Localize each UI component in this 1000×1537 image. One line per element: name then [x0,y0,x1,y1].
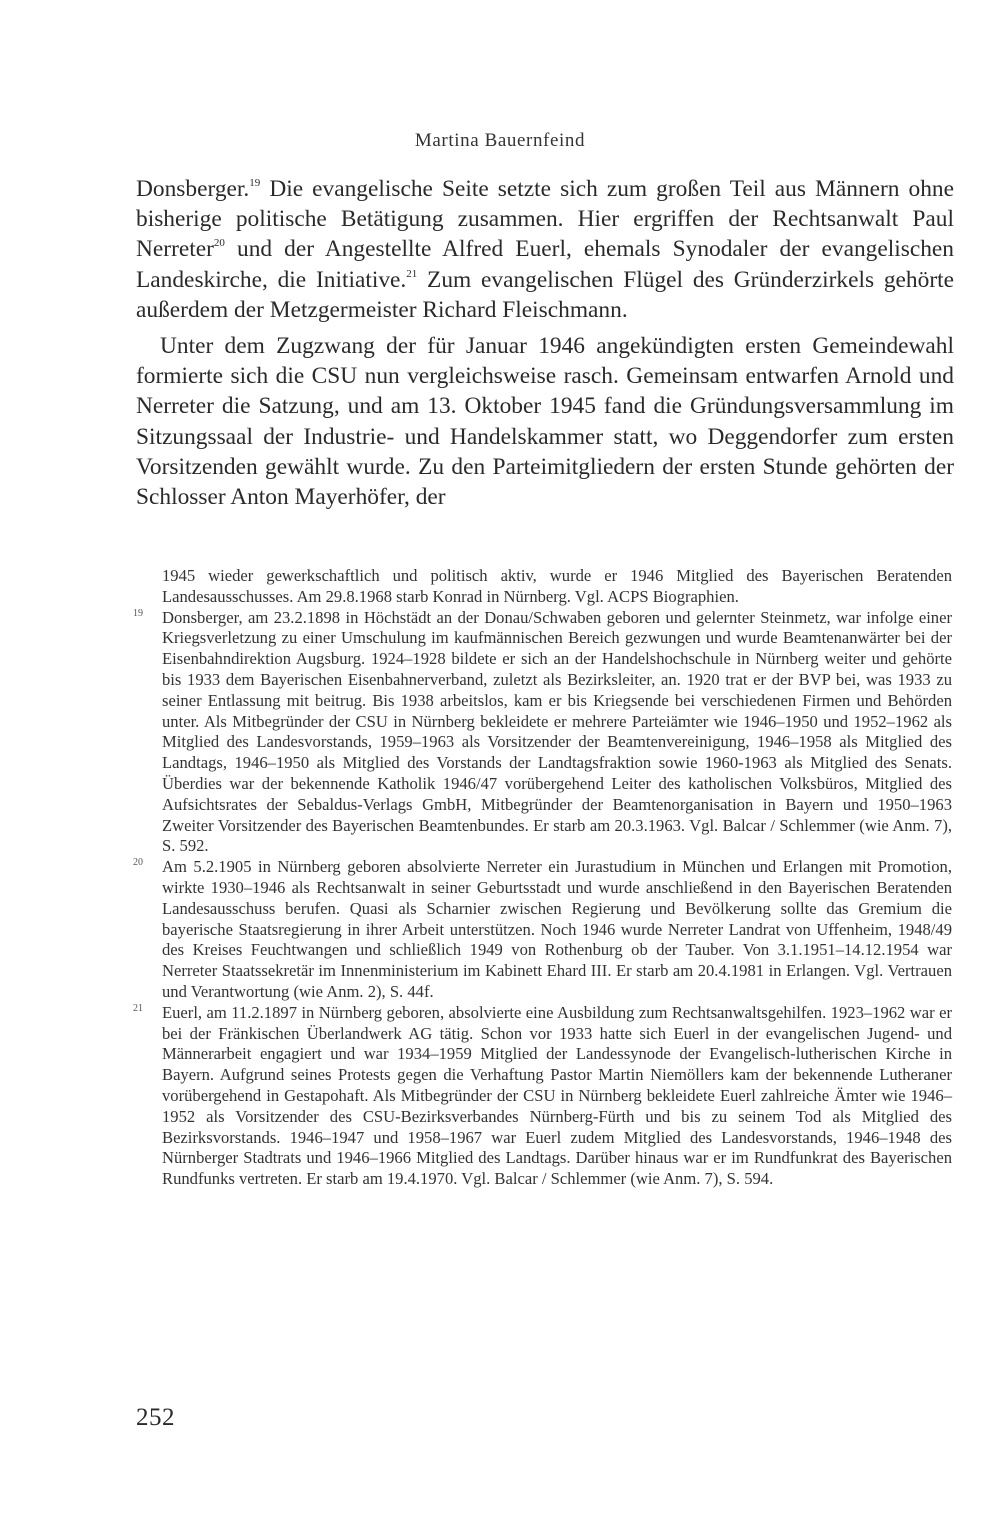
paragraph-1-part-d: Zum evangelischen Flügel des Gründerzirkels gehörte außerdem der Metzgermeister Richard Fleischmann. [136,266,954,323]
paragraph-1-part-c: und der Angestellte Alfred Euerl, ehemals Synodaler der evangelischen Landeskirche, die Initiative. [136,236,954,293]
footnote-text-19: Donsberger, am 23.2.1898 in Höchstädt an der Donau/Schwaben geboren und gelernter Steinmetz, war infolge einer Kriegsverletzung zu einer Umschulung im kaufmännischen Bereich gezwungen und wurde Beamtenanwärter bei der Eisenbahndirektion Augsburg. 1924–1928 bildete er sich an der Handelshochschule in Nürnberg weiter und gehörte bis 1933 dem Bayerischen Eisenbahnerverband, zuletzt als Bezirksleiter, an. 1920 trat er der BVP bei, was 1933 zu seiner Entlassung mit beitrug. Bis 1938 arbeitslos, kam er bis Kriegsende bei verschiedenen Firmen und Behörden unter. Als Mitbegründer der CSU in Nürnberg bekleidete er mehrere Parteiämter wie 1946–1950 und 1952–1962 als Mitglied des Landesvorstands, 1959–1963 als Vorsitzender der Beamtenvereinigung, 1946–1958 als Mitglied des Landtags, 1946–1950 als Mitglied des Vorstands der Landtagsfraktion sowie 1960-1963 als Mitglied des Senats. Überdies war der bekennende Katholik 1946/47 vorübergehend Leiter des katholischen Volksbüros, Mitglied des Aufsichtsrates der Sebaldus-Verlags GmbH, Mitbegründer der Beamtenorganisation in Bayern und 1950–1963 Zweiter Vorsitzender des Bayerischen Beamtenbundes. Er starb am 20.3.1963. Vgl. Balcar / Schlemmer (wie Anm. 7), S. 592. [162,607,952,856]
paragraph-2: Unter dem Zugzwang der für Januar 1946 angekündigten ersten Gemeindewahl formierte sich die CSU nun vergleichsweise rasch. Gemeinsam entwarfen Arnold und Nerreter die Satzung, und am 13. Oktober 1945 fand die Gründungsversammlung im Sitzungssaal der Industrie- und Handelskammer statt, wo Deggendorfer zum ersten Vorsitzenden gewählt wurde. Zu den Parteimitgliedern der ersten Stunde gehörten der Schlosser Anton Mayerhöfer, der [136,333,954,511]
footnote-number-20: 20 [133,857,143,869]
paragraph-1-part-b: Die evangelische Seite setzte sich zum großen Teil aus Männern ohne bisherige politische Betätigung zusammen. Hier ergriffen der Rechtsanwalt Paul Nerreter [136,176,954,263]
footnote-number-21: 21 [133,1002,143,1014]
footnote-number-19: 19 [133,607,143,619]
footnote-ref-21[interactable]: 21 [406,267,418,280]
body-text [136,174,954,512]
running-head: Martina Bauernfeind [414,130,586,151]
footnote-continued: 1945 wieder gewerkschaftlich und politisch aktiv, wurde er 1946 Mitglied des Bayerischen Beratenden Landesausschusses. Am 29.8.1968 starb Konrad in Nürnberg. Vgl. ACPS Biographien. [162,566,952,606]
paragraph-1 [136,174,954,325]
footnote-text-21: Euerl, am 11.2.1897 in Nürnberg geboren, absolvierte eine Ausbildung zum Rechtsanwaltsgehilfen. 1923–1962 war er bei der Fränkischen Überlandwerk AG tätig. Schon vor 1933 hatte sich Euerl in der evangelischen Jugend- und Männerarbeit engagiert und war 1934–1959 Mitglied der Landessynode der Evangelisch-lutherischen Kirche in Bayern. Aufgrund seines Protests gegen die Verhaftung Pastor Martin Niemöllers kam der bekennende Lutheraner vorübergehend in Gestapohaft. Als Mitbegründer der CSU in Nürnberg bekleidete Euerl zahlreiche Ämter wie 1946–1952 als Vorsitzender des CSU-Bezirksverbandes Nürnberg-Fürth und bis zu seinem Tod als Mitglied des Bezirksvorstands. 1946–1947 und 1958–1967 war Euerl zudem Mitglied des Landesvorstands, 1946–1948 des Nürnberger Stadtrats und 1946–1966 Mitglied des Landtags. Darüber hinaus war er im Rundfunkrat des Bayerischen Rundfunks vertreten. Er starb am 19.4.1970. Vgl. Balcar / Schlemmer (wie Anm. 7), S. 594. [162,1002,952,1189]
footnote-ref-19[interactable]: 19 [249,177,261,190]
paragraph-1-part-a: Donsberger. [136,176,250,202]
footnote-ref-20[interactable]: 20 [213,237,225,250]
page-number: 252 [136,1404,175,1431]
footnotes [133,566,952,1190]
footnote-text-20: Am 5.2.1905 in Nürnberg geboren absolvierte Nerreter ein Jurastudium in München und Erlangen mit Promotion, wirkte 1930–1946 als Rechtsanwalt in seiner Geburtsstadt und wurde anschließend in den Bayerischen Beratenden Landesausschuss berufen. Quasi als Scharnier zwischen Regierung und Bevölkerung sollte das Gremium die bayerische Staatsregierung in ihrer Arbeit unterstützen. Noch 1946 wurde Nerreter Landrat von Uffenheim, 1948/49 des Kreises Feuchtwangen und schließlich 1949 von Rothenburg ob der Tauber. Von 3.1.1951–14.12.1954 war Nerreter Staatssekretär im Innenministerium im Kabinett Ehard III. Er starb am 20.4.1981 in Erlangen. Vgl. Vertrauen und Verantwortung (wie Anm. 2), S. 44f. [162,857,952,1001]
footnote-20 [133,857,952,1003]
footnote-21 [133,1002,952,1190]
footnote-19 [133,607,952,858]
